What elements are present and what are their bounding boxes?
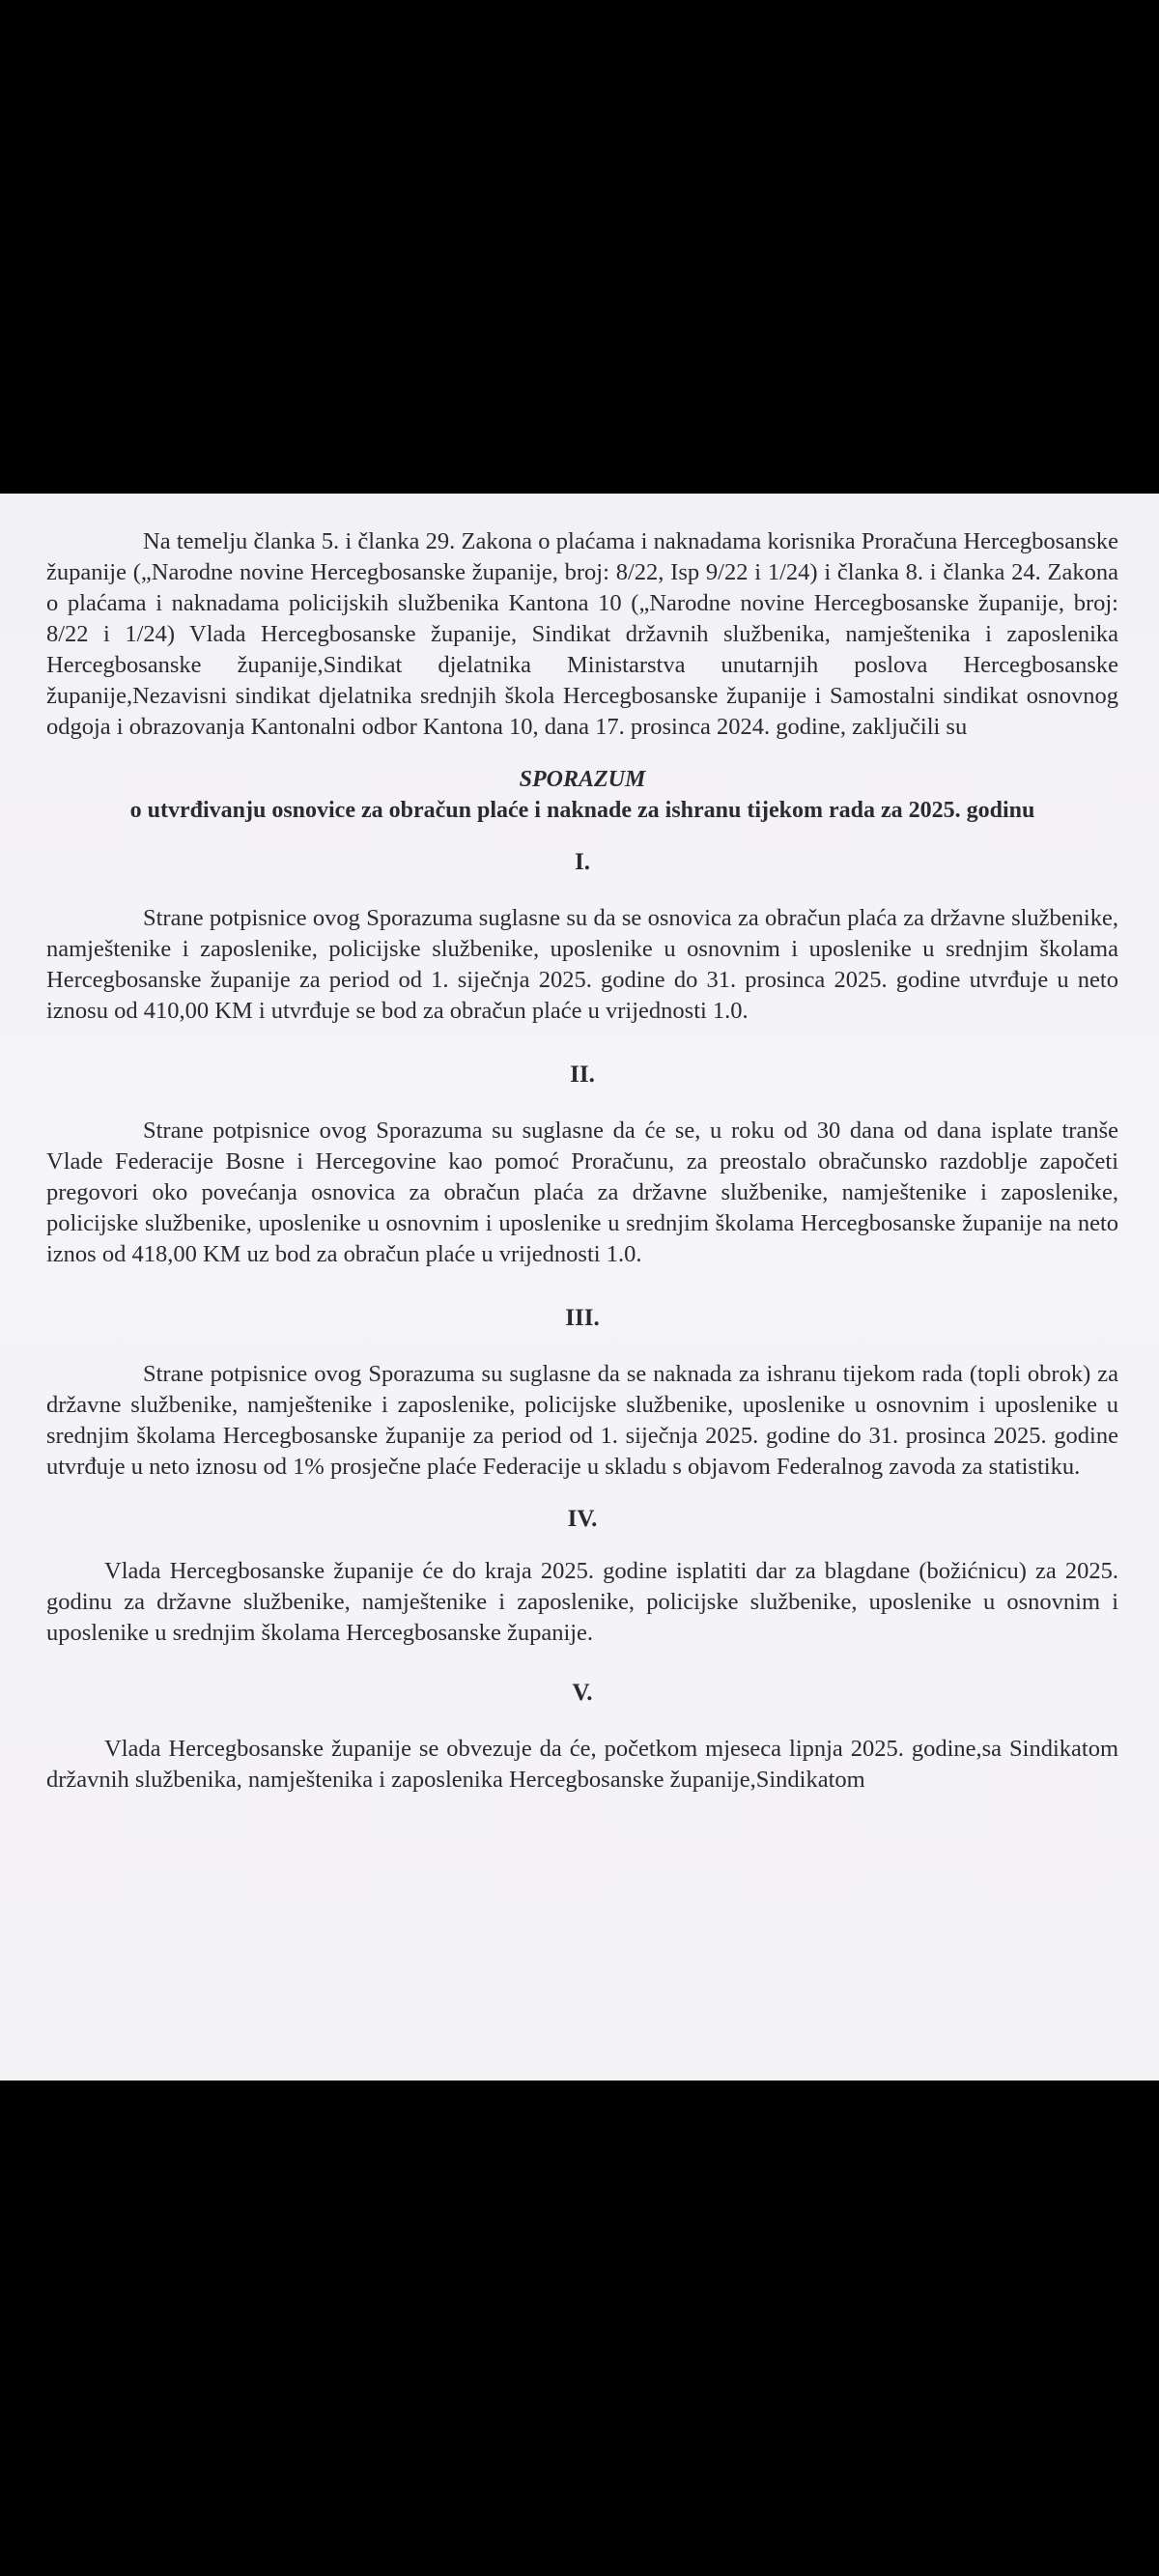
- section-text-5: Vlada Hercegbosanske županije se obvezuje da će, početkom mjeseca lipnja 2025. godine,sa Sindikatom državnih službenika, namještenika i zaposlenika Hercegbosanske županije,Sindikatom: [46, 1736, 1118, 1793]
- document-subtitle: o utvrđivanju osnovice za obračun plaće i naknade za ishranu tijekom rada za 2025. godinu: [129, 798, 1035, 823]
- document-title: SPORAZUM: [519, 767, 646, 792]
- section-heading-5: V.: [572, 1680, 593, 1706]
- section-heading-2: II.: [570, 1062, 595, 1088]
- document-page: [46, 526, 1118, 1796]
- section-text-2: Strane potpisnice ovog Sporazuma su suglasne da će se, u roku od 30 dana od dana isplate tranše Vlade Federacije Bosne i Hercegovine kao pomoć Proračunu, za preostalo obračunsko razdoblje započeti pregovori oko povećanja osnovica za obračun plaća za državne službenike, namještenike i zaposlenike, policijske službenike, uposlenike u osnovnim i uposlenike u srednjim školama Hercegbosanske županije na neto iznos od 418,00 KM uz bod za obračun plaće u vrijednosti 1.0.: [46, 1118, 1118, 1267]
- preamble-paragraph: Na temelju članka 5. i članka 29. Zakona o plaćama i naknadama korisnika Proračuna Hercegbosanske županije („Narodne novine Hercegbosanske županije, broj: 8/22, Isp 9/22 i 1/24) i članka 8. i članka 24. Zakona o plaćama i naknadama policijskih službenika Kantona 10 („Narodne novine Hercegbosanske županije, broj: 8/22 i 1/24) Vlada Hercegbosanske županije, Sindikat državnih službenika, namještenika i zaposlenika Hercegbosanske županije,Sindikat djelatnika Ministarstva unutarnjih poslova Hercegbosanske županije,Nezavisni sindikat djelatnika srednjih škola Hercegbosanske županije i Samostalni sindikat osnovnog odgoja i obrazovanja Kantonalni odbor Kantona 10, dana 17. prosinca 2024. godine, zaključili su: [46, 528, 1118, 740]
- section-heading-4: IV.: [567, 1506, 598, 1532]
- section-text-3: Strane potpisnice ovog Sporazuma su suglasne da se naknada za ishranu tijekom rada (topli obrok) za državne službenike, namještenike i zaposlenike, policijske službenike, uposlenike u osnovnim i uposlenike u srednjim školama Hercegbosanske županije za period od 1. siječnja 2025. godine do 31. prosinca 2025. godine utvrđuje u neto iznosu od 1% prosječne plaće Federacije u skladu s objavom Federalnog zavoda za statistiku.: [46, 1361, 1118, 1480]
- section-heading-3: III.: [565, 1305, 600, 1331]
- section-heading-1: I.: [575, 849, 590, 875]
- section-text-4: Vlada Hercegbosanske županije će do kraja 2025. godine isplatiti dar za blagdane (božićnicu) za 2025. godinu za državne službenike, namještenike i zaposlenike, policijske službenike, uposlenike u osnovnim i uposlenike u srednjim školama Hercegbosanske županije.: [46, 1558, 1118, 1646]
- document-photo: [0, 494, 1159, 2081]
- section-text-1: Strane potpisnice ovog Sporazuma suglasne su da se osnovica za obračun plaća za državne službenike, namještenike i zaposlenike, policijske službenike, uposlenike u osnovnim i uposlenike u srednjim školama Hercegbosanske županije za period od 1. siječnja 2025. godine do 31. prosinca 2025. godine utvrđuje u neto iznosu od 410,00 KM i utvrđuje se bod za obračun plaće u vrijednosti 1.0.: [46, 905, 1118, 1024]
